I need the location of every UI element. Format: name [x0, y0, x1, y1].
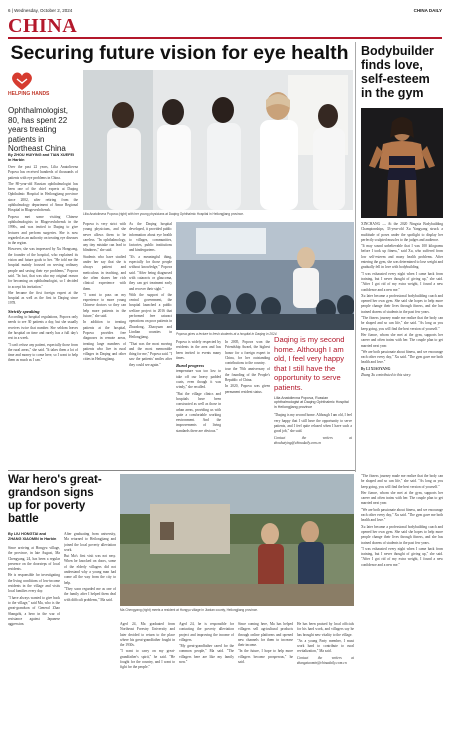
paragraph: Over the past 22 years, Lilia Anatolievna Popova has received hundreds of thousands of patients with eye problems in China. — [8, 165, 78, 180]
paragraph: "The fitness journey made me realize that the body can be shaped and so can life," she said. "As long as you keep going, you will find the best version of yourself." — [361, 316, 443, 331]
main-column-2 — [83, 222, 126, 467]
paragraph: Since coming here, Ma has helped villagers sell agricultural products through online platforms and opened new channels for them to increase their income. — [238, 622, 293, 648]
bottom-column-6 — [297, 622, 354, 741]
paragraph: "That was the most moving and the most memorable thing for me," Popova said. "I saw the patients' smiles after they could see again." — [129, 341, 172, 367]
paragraph: As the Daqing hospital developed, it provided public information about eye health to villages, communities, factories, public institutions and kindergartens. — [129, 222, 172, 253]
paragraph: Xu later became a professional bodybuilding coach and opened her own gym. She said she hopes to help more people change their lives through fitness, and she has trained dozens of students in the past few years. — [361, 524, 443, 545]
paragraph: XINCHANG — At the 2020 Ningxia Bodybuilding Championships, 33-year-old Xu Yangyang struck a multitude of poses under the spotlight to display her perfectly sculpted muscles to the judges and audience. — [361, 222, 443, 242]
side-headline: Bodybuilder finds love, self-esteem in the gym — [361, 44, 434, 100]
paragraph: But Ma's first visit was not easy. When he knocked on doors, some of the elderly villagers did not understand why a young man had come all the way from the city to help. — [64, 554, 116, 585]
subhead: Rural progress — [176, 363, 205, 369]
paragraph: Since arriving at Hongyu village, the province, in late August, Ma Chengyang, 24, has been a regular presence on the doorsteps of local residents. — [8, 546, 60, 572]
paragraph: In 2005, Popova won the Friendship Award, the highest honor for a foreign expert in China, for her outstanding contributions to the country. — [225, 340, 270, 366]
bottom-column-1 — [8, 546, 60, 741]
bottom-column-2 — [64, 532, 116, 741]
paragraph: "But the village clinics and hospitals have been constructed as well as those in urban areas, providing us with quite a comfortable working environment. And the improvements of living standards there are obvious." — [176, 391, 221, 433]
paragraph: Zhang Xu contributed to this story. — [361, 373, 412, 378]
lecture-photo-caption: Popova gives a lecture to fresh students at a hospital in Daqing in 2024. — [176, 332, 278, 336]
paragraph: "I have always wanted to give back to the village," said Ma, who is the great-grandson of General Zhao Shangzhi, a hero in the war of resistance against Japanese aggression. — [8, 595, 60, 627]
main-column-1 — [8, 165, 78, 465]
paragraph: After graduating from university, Ma returned to Heilongjiang and joined the local poverty alleviation work. — [64, 532, 116, 552]
main-headline: Securing future vision for eye health — [10, 42, 349, 64]
side-byline: By LI XIAOYANG — [361, 366, 391, 371]
main-deck: Ophthalmologist, 80, has spent 22 years treating patients in Northeast China — [8, 106, 69, 153]
paragraph: In addition to treating patients at the hospital, Popova provides free diagnoses in remote areas, treating large numbers of patients who live in rural villages in Daqing and other cities in Heilongjiang. — [83, 320, 126, 362]
paragraph: In 2020, Popova was given permanent resident status. — [225, 384, 270, 394]
contact-line: Contact the writers at zhangxiaomin@chinadaily.com.cn — [297, 655, 354, 666]
paragraph: "It's a meaningful thing, especially for those people without knowledge," Popova said. "After being diagnosed with cataracts or glaucoma, they can get treatment early and recover their sight." — [129, 254, 172, 291]
pull-quote-text: Daqing is my second home. Although I am old, I feel very happy that I still have the opportunity to serve patients. — [274, 335, 345, 392]
bodybuilder-photo — [361, 108, 443, 218]
paragraph: The 80-year-old Russian ophthalmologist has been one of the chief experts at Daqing Ophthalmic Hospital in Heilongjiang province since 2002, after retiring from the ophthalmology department of Amur Regional Hospital in Blagoveshchensk. — [8, 181, 78, 213]
helping-hands-logo-icon — [8, 70, 36, 92]
story-divider — [8, 470, 355, 471]
paragraph: "They soon regarded me as one of the family after I helped them deal with difficult problems," Ma said. — [64, 586, 116, 602]
bottom-column-4 — [179, 622, 234, 741]
paragraph: "I was exhausted every night when I came back from training, but I never thought of giving up," she said. "After I got rid of my extra weight, I found a new confidence and a new me." — [361, 546, 443, 567]
main-photo-caption: Lilia Anatolievna Popova (right) with her young physicians at Daqing Ophthalmic Hospital in Heilongjiang province. — [83, 212, 244, 216]
paragraph: "We are both passionate about fitness, and we encourage each other every day," Xu said. "The gym gave me both health and love." — [361, 349, 443, 365]
paragraph: He is responsible for investigating the living conditions of low-income residents in the village and visits local families every day. — [8, 573, 60, 594]
paragraph: "The fitness journey made me realize that the body can be shaped and so can life," she said. "As long as you keep going, you will find the best version of yourself." — [361, 474, 443, 489]
paragraph: Aged 24, Ma graduated from Northeast Forestry University and later decided to return to the place where his great-grandfather fought in the 1930s. — [120, 622, 175, 648]
pull-quote — [274, 335, 352, 473]
main-column-4 — [176, 340, 221, 467]
section-divider — [8, 37, 442, 39]
paragraph: Popova met some visiting Chinese ophthalmologists in Blagoveshchensk in the 1990s, and was invited to Daqing to give lectures and perform surgeries. She is now regarded as an authority on treating eye diseases in the region. — [8, 214, 78, 246]
paragraph: Xu later became a professional bodybuilding coach and opened her own gym. She said she hopes to help more people change their lives through fitness, and she has trained dozens of students in the past few years. — [361, 293, 443, 314]
column-divider — [355, 42, 356, 472]
paragraph: Students who have studied under her say that she is always patient and meticulous in teaching, and she often shares her rich clinical experience with them. — [83, 254, 126, 291]
page-date: 6 | Wednesday, October 2, 2024 — [8, 7, 73, 13]
paper-name: CHINA DAILY — [413, 7, 442, 13]
paragraph: She became the first foreign expert at the hospital as well as the first in Daqing since 1978. — [8, 290, 78, 306]
paragraph: "I want to carry on my great-grandfather's spirit," he said. "He fought for the country, and I want to fight for the people." — [120, 649, 175, 670]
paragraph: Popova is widely respected by residents in the area and has been invited to events many times. — [176, 340, 221, 360]
paragraph: "I can't refuse any patient, especially those from the rural areas," she said. "It takes them a lot of time and money to come here, so I want to help them as much as I can." — [8, 342, 78, 363]
side-column-continued — [361, 474, 443, 741]
section-title: CHINA — [8, 15, 78, 37]
subhead: Strictly speaking — [8, 308, 40, 314]
paragraph: tour the 70th anniversary of the founding of the People's Republic of China. — [225, 367, 270, 383]
paragraph: Popova is very strict with young physicians, and she never allows them to be careless. "In ophthalmology, any tiny mistake can lead to blindness," she said. — [83, 222, 126, 253]
paragraph: "I was exhausted every night when I came back from training, but I never thought of giving up," she said. "After I got rid of my extra weight, I found a new confidence and a new me." — [361, 271, 443, 292]
logo-caption: HELPING HANDS — [8, 91, 50, 97]
paragraph: "We are both passionate about fitness, and we encourage each other every day," Xu said. "The gym gave me both health and love." — [361, 507, 443, 523]
paragraph: With the support of the central government, the hospital launched a public welfare project in 2016 that performed free cataract operations on poor patients in Zhaodong, Zhaoyuan and Lindian counties in Heilongjiang. — [129, 292, 172, 340]
paragraph: He has been praised by local officials for his hard work, and villagers say he has brought new vitality to the village. — [297, 622, 354, 637]
bottom-headline: War hero's great-grandson signs up for poverty battle — [8, 474, 102, 525]
main-photo — [83, 70, 353, 210]
paragraph: Aged 24, he is responsible for contacting the poverty alleviation project and improving the income of villagers. — [179, 622, 234, 642]
paragraph: Her fiance, whom she met at the gym, supports her career and often trains with her. The couple plan to get married next year. — [361, 332, 443, 348]
page-header — [8, 6, 442, 14]
paragraph: Her fiance, whom she met at the gym, supports her career and often trains with her. The couple plan to get married next year. — [361, 490, 443, 506]
side-column — [361, 222, 443, 467]
contact-line: Contact the writers at zhouhuiying@chinadaily.com.cn — [274, 435, 352, 445]
paragraph: "Daqing is my second home. Although I am old, I feel very happy that I still have the opportunity to serve patients, and I feel quite relaxed when I have such a good job," she said. — [274, 413, 352, 434]
main-column-6 — [274, 413, 352, 473]
paragraph: According to hospital regulations, Popova only needs to see 30 patients a day, but she usually receives twice that number. She seldom leaves the hospital on time and rarely has a full day's rest in a week. — [8, 315, 78, 341]
main-byline: By ZHOU HUIYING and TIAN XUEFEI in Harbin — [8, 153, 75, 162]
paragraph: "I want to pass on my experience to more young Chinese doctors so they can help more patients in the future," she said. — [83, 292, 126, 319]
bottom-photo — [120, 474, 354, 606]
paragraph: temperature was too low to take off our heavy padded coats, even though it was windy," she recalled. — [176, 369, 221, 390]
bottom-column-3 — [120, 622, 175, 741]
bottom-column-5 — [238, 622, 293, 741]
paragraph: "My great-grandfather cared for the common people," Ma said. "The villagers here are like my family now." — [179, 644, 234, 665]
paragraph: "In the future, I hope to help more villagers become prosperous," he said. — [238, 649, 293, 665]
bottom-photo-caption: Ma Chengyang (right) meets a resident at Hongyu village in Jiaxian county, Heilongjiang province. — [120, 608, 258, 612]
main-column-5 — [225, 340, 270, 467]
paragraph: However, she was impressed by Xu Hongsong, the founder of the hospital, who explained its vision and future goals to her. "He told me the hospital mainly focused on serving ordinary people and saving their eye problems," Popova said. "In fact, that was also my original reason for becoming an ophthalmologist, so I decided to accept his invitation." — [8, 247, 78, 289]
lecture-photo — [176, 222, 354, 330]
main-column-3 — [129, 222, 172, 467]
pull-quote-attribution: Lilia Anatolievna Popova, Russian ophthalmologist at Daqing Ophthalmic Hospital in Heilongjiang province — [274, 395, 349, 409]
bottom-byline: By LIU HONGTAI and ZHANG XIAOMIN in Harbin — [8, 532, 57, 541]
paragraph: "As a young Party member, I must work hard to contribute to rural revitalization," Ma said. — [297, 638, 354, 654]
paragraph: "It may sound unbelievable that I was 100 kilograms before I took up fitness," said Xu, who suffered from low self-esteem and many health problems. After entering the gym, she was determined to lose weight and gradually fell in love with bodybuilding. — [361, 244, 443, 270]
